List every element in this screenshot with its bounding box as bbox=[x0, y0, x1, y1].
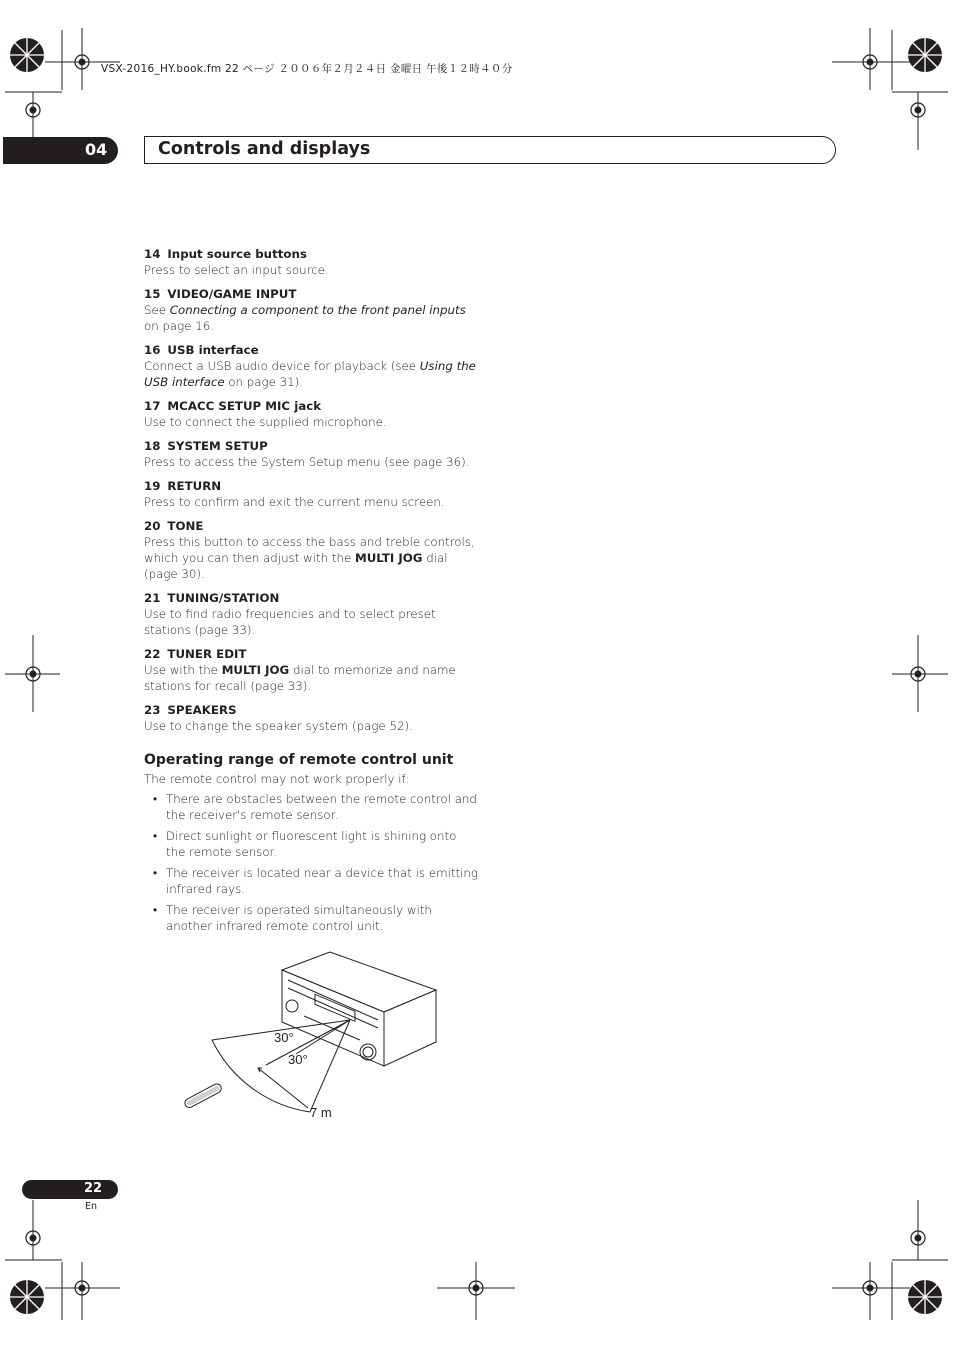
section-heading: Operating range of remote control unit bbox=[144, 752, 454, 768]
bullet-list bbox=[144, 791, 479, 934]
control-item-number: 21 bbox=[144, 591, 161, 605]
control-item bbox=[144, 342, 479, 390]
control-item-title: TUNING/STATION bbox=[167, 591, 280, 605]
control-item-heading bbox=[144, 518, 479, 534]
print-header: VSX-2016_HY.book.fm 22 ページ ２００６年２月２４日 金曜日 午後１２時４０分 bbox=[101, 63, 513, 75]
control-item-heading bbox=[144, 342, 479, 358]
control-item-number: 14 bbox=[144, 247, 161, 261]
bullet-item: • The receiver is operated simultaneously with another infrared remote control unit. bbox=[144, 902, 479, 934]
control-item-number: 19 bbox=[144, 479, 161, 493]
control-item bbox=[144, 646, 479, 694]
page-number-tab bbox=[22, 1180, 118, 1199]
angle-lower-label: 30° bbox=[288, 1052, 308, 1067]
control-item-number: 18 bbox=[144, 439, 161, 453]
remote-range-diagram bbox=[180, 940, 450, 1130]
control-item bbox=[144, 286, 479, 334]
section-intro: The remote control may not work properly if: bbox=[144, 772, 410, 786]
control-item-number: 15 bbox=[144, 287, 161, 301]
control-item-heading bbox=[144, 646, 479, 662]
control-item-description: Use to find radio frequencies and to select preset stations (page 33). bbox=[144, 607, 436, 637]
angle-upper-label: 30° bbox=[274, 1030, 294, 1045]
control-item-heading bbox=[144, 702, 479, 718]
control-item-number: 23 bbox=[144, 703, 161, 717]
control-item-description: Press this button to access the bass and treble controls, which you can then adjust with the MULTI JOG dial (page 30). bbox=[144, 535, 475, 581]
control-item-description: Press to select an input source. bbox=[144, 263, 329, 277]
control-item-description: See Connecting a component to the front panel inputs on page 16. bbox=[144, 303, 466, 333]
control-item-title: TUNER EDIT bbox=[167, 647, 247, 661]
control-item bbox=[144, 398, 479, 430]
control-item-title: VIDEO/GAME INPUT bbox=[167, 287, 297, 301]
chapter-title-bar bbox=[144, 136, 836, 164]
bullet-item: • Direct sunlight or fluorescent light is shining onto the remote sensor. bbox=[144, 828, 479, 860]
control-item-title: USB interface bbox=[167, 343, 259, 357]
control-item-number: 16 bbox=[144, 343, 161, 357]
page-number: 22 bbox=[84, 1181, 103, 1196]
bullet-item: • There are obstacles between the remote control and the receiver's remote sensor. bbox=[144, 791, 479, 823]
chapter-number-tab bbox=[3, 137, 118, 164]
bullet-item: • The receiver is located near a device that is emitting infrared rays. bbox=[144, 865, 479, 897]
control-item-heading bbox=[144, 438, 479, 454]
control-item-description: Press to access the System Setup menu (see page 36). bbox=[144, 455, 470, 469]
control-item-number: 17 bbox=[144, 399, 161, 413]
control-item-heading bbox=[144, 398, 479, 414]
control-item-heading bbox=[144, 246, 479, 262]
control-item bbox=[144, 702, 479, 734]
main-content bbox=[144, 246, 479, 939]
control-item-heading bbox=[144, 478, 479, 494]
control-item-description: Press to confirm and exit the current menu screen. bbox=[144, 495, 445, 509]
control-item-number: 22 bbox=[144, 647, 161, 661]
control-item-title: RETURN bbox=[167, 479, 222, 493]
distance-label: 7 m bbox=[310, 1105, 332, 1120]
chapter-title: Controls and displays bbox=[158, 139, 371, 159]
control-item bbox=[144, 246, 479, 278]
item-list bbox=[144, 246, 479, 734]
control-item-title: SYSTEM SETUP bbox=[167, 439, 268, 453]
control-item-description: Use with the MULTI JOG dial to memorize and name stations for recall (page 33). bbox=[144, 663, 456, 693]
control-item-title: SPEAKERS bbox=[167, 703, 237, 717]
control-item bbox=[144, 590, 479, 638]
control-item-title: MCACC SETUP MIC jack bbox=[167, 399, 322, 413]
chapter-number: 04 bbox=[85, 140, 108, 159]
control-item bbox=[144, 518, 479, 582]
control-item bbox=[144, 478, 479, 510]
control-item-heading bbox=[144, 286, 479, 302]
control-item-heading bbox=[144, 590, 479, 606]
control-item-description: Connect a USB audio device for playback (see Using the USB interface on page 31). bbox=[144, 359, 476, 389]
control-item-title: TONE bbox=[167, 519, 204, 533]
control-item bbox=[144, 438, 479, 470]
control-item-description: Use to connect the supplied microphone. bbox=[144, 415, 387, 429]
control-item-number: 20 bbox=[144, 519, 161, 533]
language-label: En bbox=[85, 1201, 98, 1212]
control-item-description: Use to change the speaker system (page 52). bbox=[144, 719, 413, 733]
control-item-title: Input source buttons bbox=[167, 247, 307, 261]
